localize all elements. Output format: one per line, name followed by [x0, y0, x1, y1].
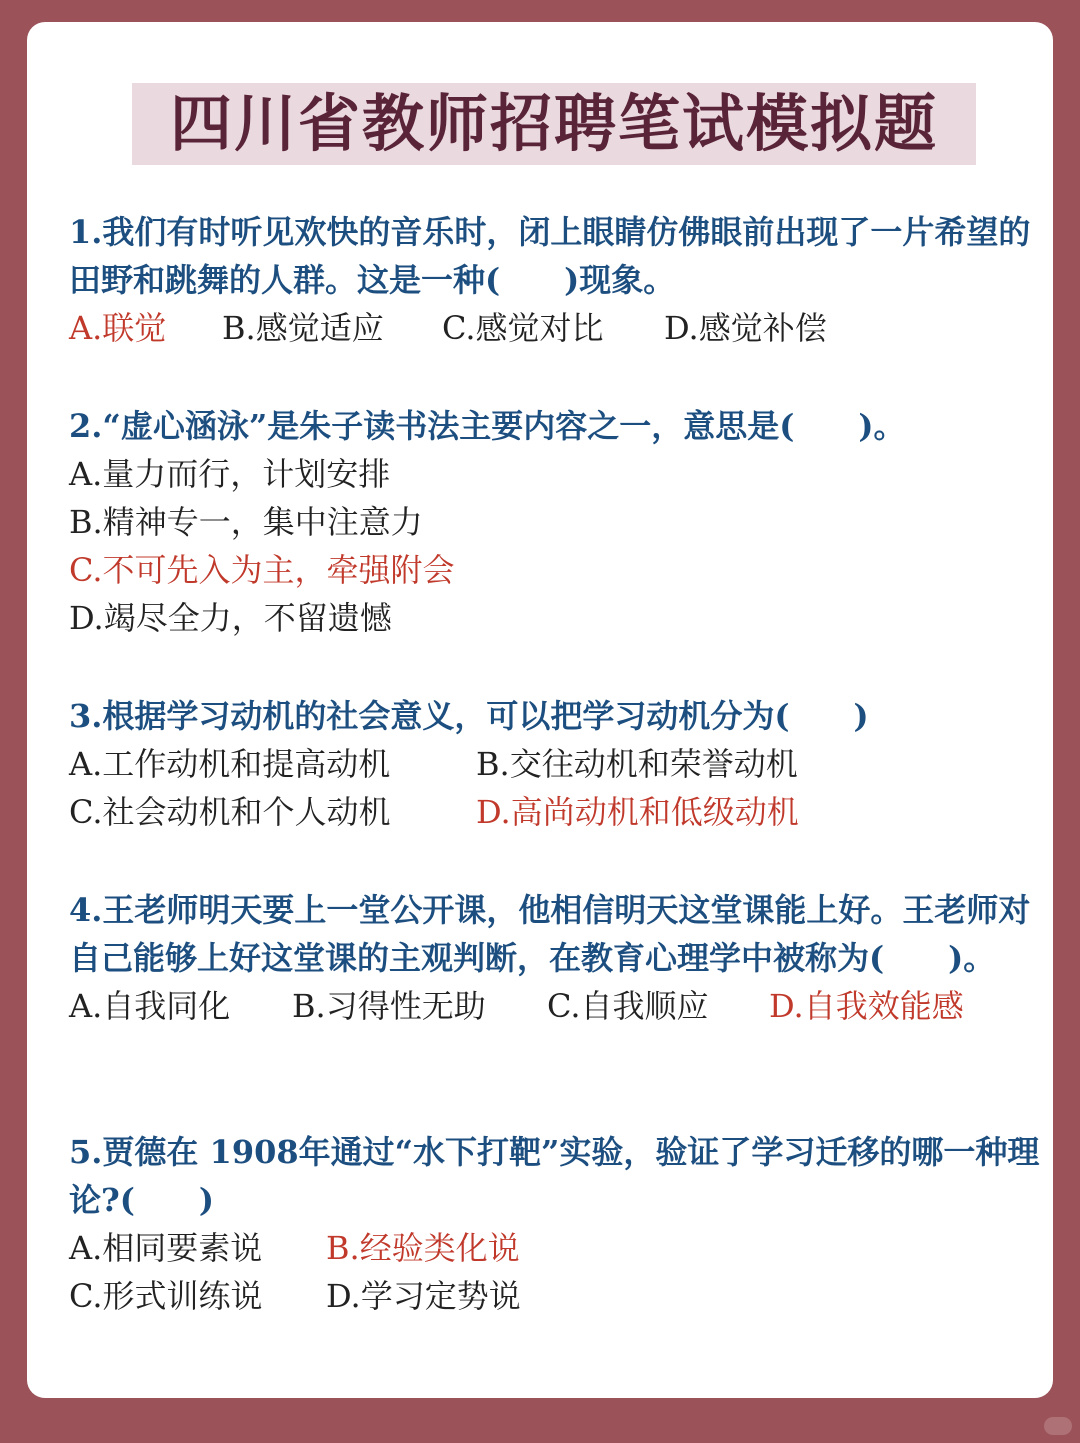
option-d: D.高尚动机和低级动机	[476, 793, 799, 831]
option-a: A.相同要素说	[69, 1229, 263, 1267]
option-c: C.不可先入为主，牵强附会	[69, 551, 455, 589]
option-row	[69, 1272, 1044, 1320]
question-stem: 4.王老师明天要上一堂公开课，他相信明天这堂课能上好。王老师对自己能够上好这堂课的主观判断，在教育心理学中被称为( )。	[69, 891, 1031, 977]
option-a: A.联觉	[69, 309, 167, 347]
option-row	[69, 304, 1044, 352]
option-a: A.工作动机和提高动机	[69, 745, 391, 783]
question-2	[69, 402, 1044, 642]
option-row	[69, 594, 1044, 642]
question-4	[69, 886, 1044, 1030]
option-row	[69, 740, 1044, 788]
option-row	[69, 546, 1044, 594]
question-stem: 1.我们有时听见欢快的音乐时，闭上眼睛仿佛眼前出现了一片希望的田野和跳舞的人群。这是一种( )现象。	[69, 213, 1031, 299]
option-row	[69, 1224, 1044, 1272]
option-d: D.感觉补偿	[664, 309, 827, 347]
watermark-badge	[1044, 1417, 1072, 1435]
option-c: C.形式训练说	[69, 1277, 263, 1315]
question-card	[27, 22, 1053, 1398]
page-title: 四川省教师招聘笔试模拟题	[169, 87, 938, 160]
option-row	[69, 982, 1044, 1030]
question-stem: 5.贾德在 1908年通过“水下打靶”实验，验证了学习迁移的哪一种理论?( )	[69, 1133, 1040, 1219]
option-b: B.交往动机和荣誉动机	[476, 745, 798, 783]
option-b: B.习得性无助	[292, 987, 486, 1025]
question-5	[69, 1128, 1044, 1320]
question-stem: 2.“虚心涵泳”是朱子读书法主要内容之一，意思是( )。	[69, 407, 906, 445]
option-a: A.自我同化	[69, 987, 231, 1025]
question-stem: 3.根据学习动机的社会意义，可以把学习动机分为( )	[69, 697, 869, 735]
question-3	[69, 692, 1044, 836]
option-d: D.竭尽全力，不留遗憾	[69, 599, 392, 637]
option-c: C.社会动机和个人动机	[69, 793, 391, 831]
option-row	[69, 498, 1044, 546]
question-1	[69, 208, 1044, 352]
option-row	[69, 788, 1044, 836]
option-b: B.经验类化说	[326, 1229, 520, 1267]
option-b: B.感觉适应	[222, 309, 384, 347]
option-a: A.量力而行，计划安排	[69, 455, 391, 493]
option-d: D.学习定势说	[326, 1277, 521, 1315]
option-c: C.自我顺应	[547, 987, 709, 1025]
option-row	[69, 450, 1044, 498]
option-c: C.感觉对比	[442, 309, 604, 347]
option-d: D.自我效能感	[769, 987, 964, 1025]
option-b: B.精神专一，集中注意力	[69, 503, 423, 541]
